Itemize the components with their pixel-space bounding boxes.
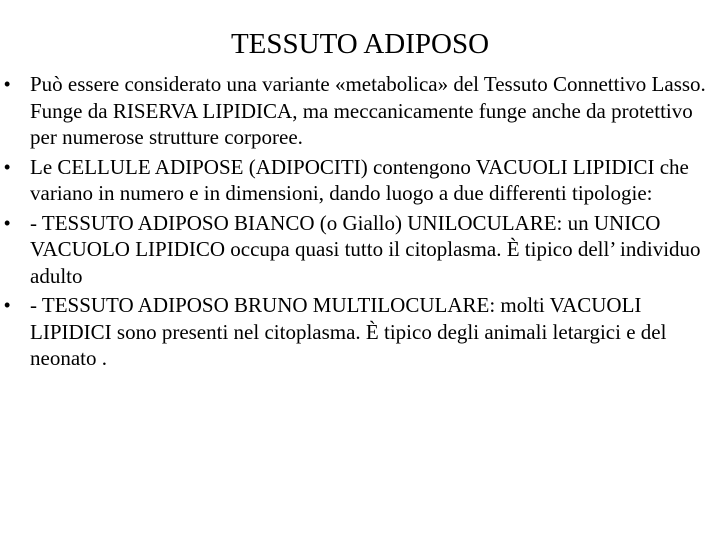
bullet-item (4, 71, 708, 151)
bullet-list (4, 71, 708, 375)
bullet-dot-icon: • (4, 74, 11, 94)
bullet-text: Può essere considerato una variante «metabolica» del Tessuto Connettivo Lasso. Funge da RISERVA LIPIDICA, ma meccanicamente funge anche da protettivo per numerose strutture corporee. (30, 72, 706, 149)
bullet-text: - TESSUTO ADIPOSO BRUNO MULTILOCULARE: molti VACUOLI LIPIDICI sono presenti nel citoplasma. È tipico degli animali letargici e del neonato . (30, 293, 667, 370)
bullet-item (4, 292, 708, 372)
bullet-text: Le CELLULE ADIPOSE (ADIPOCITI) contengono VACUOLI LIPIDICI che variano in numero e in dimensioni, dando luogo a due differenti tipologie: (30, 154, 689, 205)
bullet-item (4, 154, 708, 207)
slide-title: TESSUTO ADIPOSO (230, 28, 490, 60)
bullet-item (4, 210, 708, 290)
bullet-dot-icon: • (4, 212, 11, 233)
bullet-text: - TESSUTO ADIPOSO BIANCO (o Giallo) UNILOCULARE: un UNICO VACUOLO LIPIDICO occupa quasi tutto il citoplasma. È tipico dell’ individuo adulto (30, 210, 701, 288)
bullet-dot-icon: • (4, 295, 11, 315)
bullet-dot-icon: • (4, 156, 11, 177)
